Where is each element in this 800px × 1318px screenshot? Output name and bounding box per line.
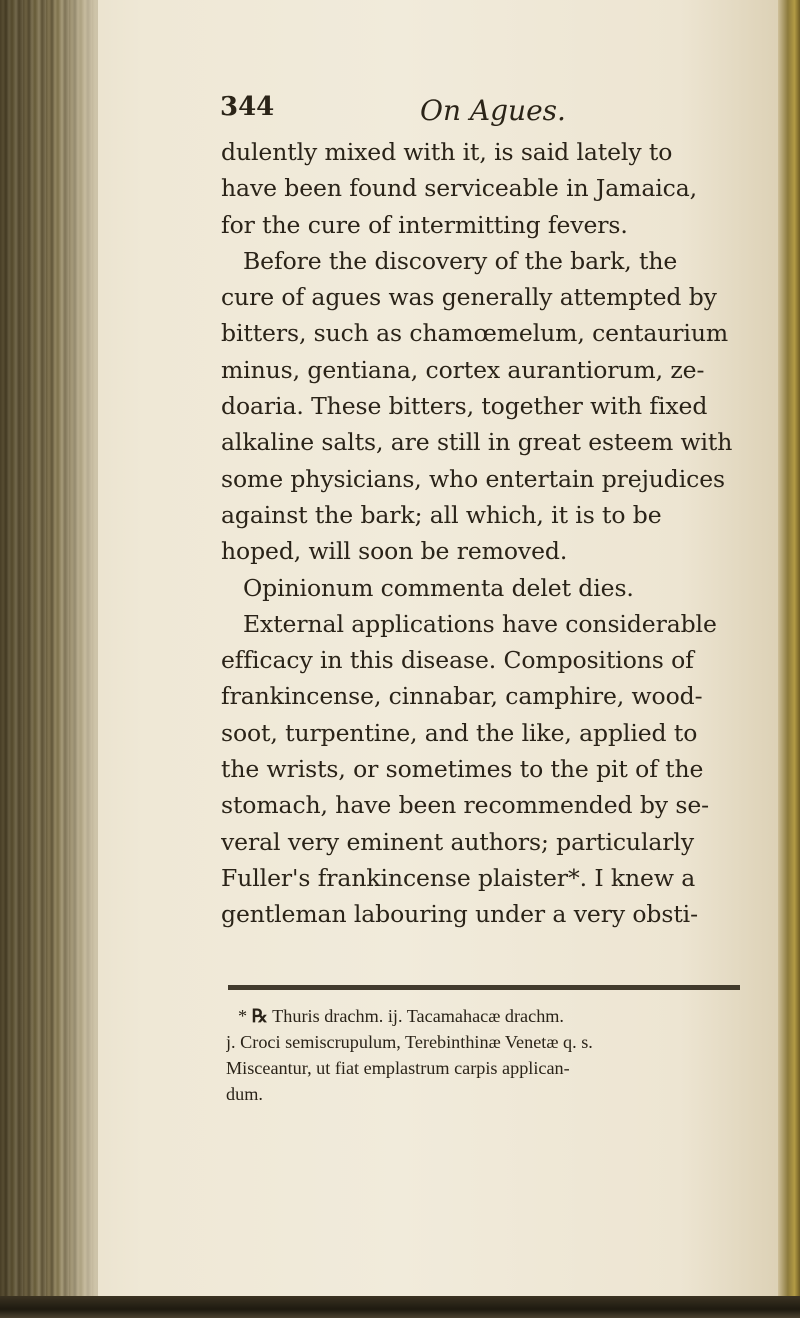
text-line: bitters, such as chamœmelum, centaurium	[221, 319, 729, 348]
footnote	[226, 1003, 746, 1107]
page-right-edge	[778, 0, 800, 1318]
footnote-line-3: Misceantur, ut fiat emplastrum carpis applican-	[226, 1058, 570, 1078]
page-number: 344	[220, 92, 275, 122]
text-line: Before the discovery of the bark, the	[243, 246, 678, 275]
footnote-line-1	[226, 1003, 746, 1029]
text-line: efficacy in this disease. Compositions of	[221, 646, 694, 675]
text-line: Opinionum commenta delet dies.	[243, 573, 634, 602]
text-line: veral very eminent authors; particularly	[221, 827, 695, 856]
text-line: alkaline salts, are still in great esteem with	[221, 428, 733, 457]
text-line: frankincense, cinnabar, camphire, wood-	[221, 682, 703, 711]
text-line: some physicians, who entertain prejudices	[221, 464, 725, 493]
text-line: doaria. These bitters, together with fixed	[221, 392, 708, 421]
text-line: cure of agues was generally attempted by	[221, 283, 717, 312]
page-bottom-edge	[0, 1296, 800, 1318]
footnote-marker: *	[238, 1006, 248, 1026]
text-line: stomach, have been recommended by se-	[221, 791, 709, 820]
text-line: minus, gentiana, cortex aurantiorum, ze-	[221, 355, 705, 384]
text-line: for the cure of intermitting fevers.	[221, 210, 628, 239]
page-header	[220, 92, 640, 132]
footnote-line-4: dum.	[226, 1084, 263, 1104]
text-line: hoped, will soon be removed.	[221, 537, 568, 566]
footnote-line-2: j. Croci semiscrupulum, Terebinthinæ Venetæ q. s.	[226, 1032, 593, 1052]
book-gutter	[0, 0, 98, 1318]
text-line: Fuller's frankincense plaister*. I knew a	[221, 863, 696, 892]
text-line: External applications have considerable	[243, 609, 717, 638]
text-line: dulently mixed with it, is said lately to	[221, 138, 673, 166]
text-line: the wrists, or sometimes to the pit of the	[221, 755, 704, 784]
text-line: soot, turpentine, and the like, applied to	[221, 718, 698, 747]
footnote-rule	[228, 985, 740, 990]
running-head: On Agues.	[420, 94, 566, 127]
recipe-symbol: ℞	[251, 1006, 268, 1026]
text-line: gentleman labouring under a very obsti-	[221, 900, 698, 929]
text-line: against the bark; all which, it is to be	[221, 500, 662, 529]
body-text	[221, 134, 745, 933]
text-line: have been found serviceable in Jamaica,	[221, 174, 698, 203]
footnote-line-1-text: Thuris drachm. ij. Tacamahacæ drachm.	[272, 1006, 564, 1026]
